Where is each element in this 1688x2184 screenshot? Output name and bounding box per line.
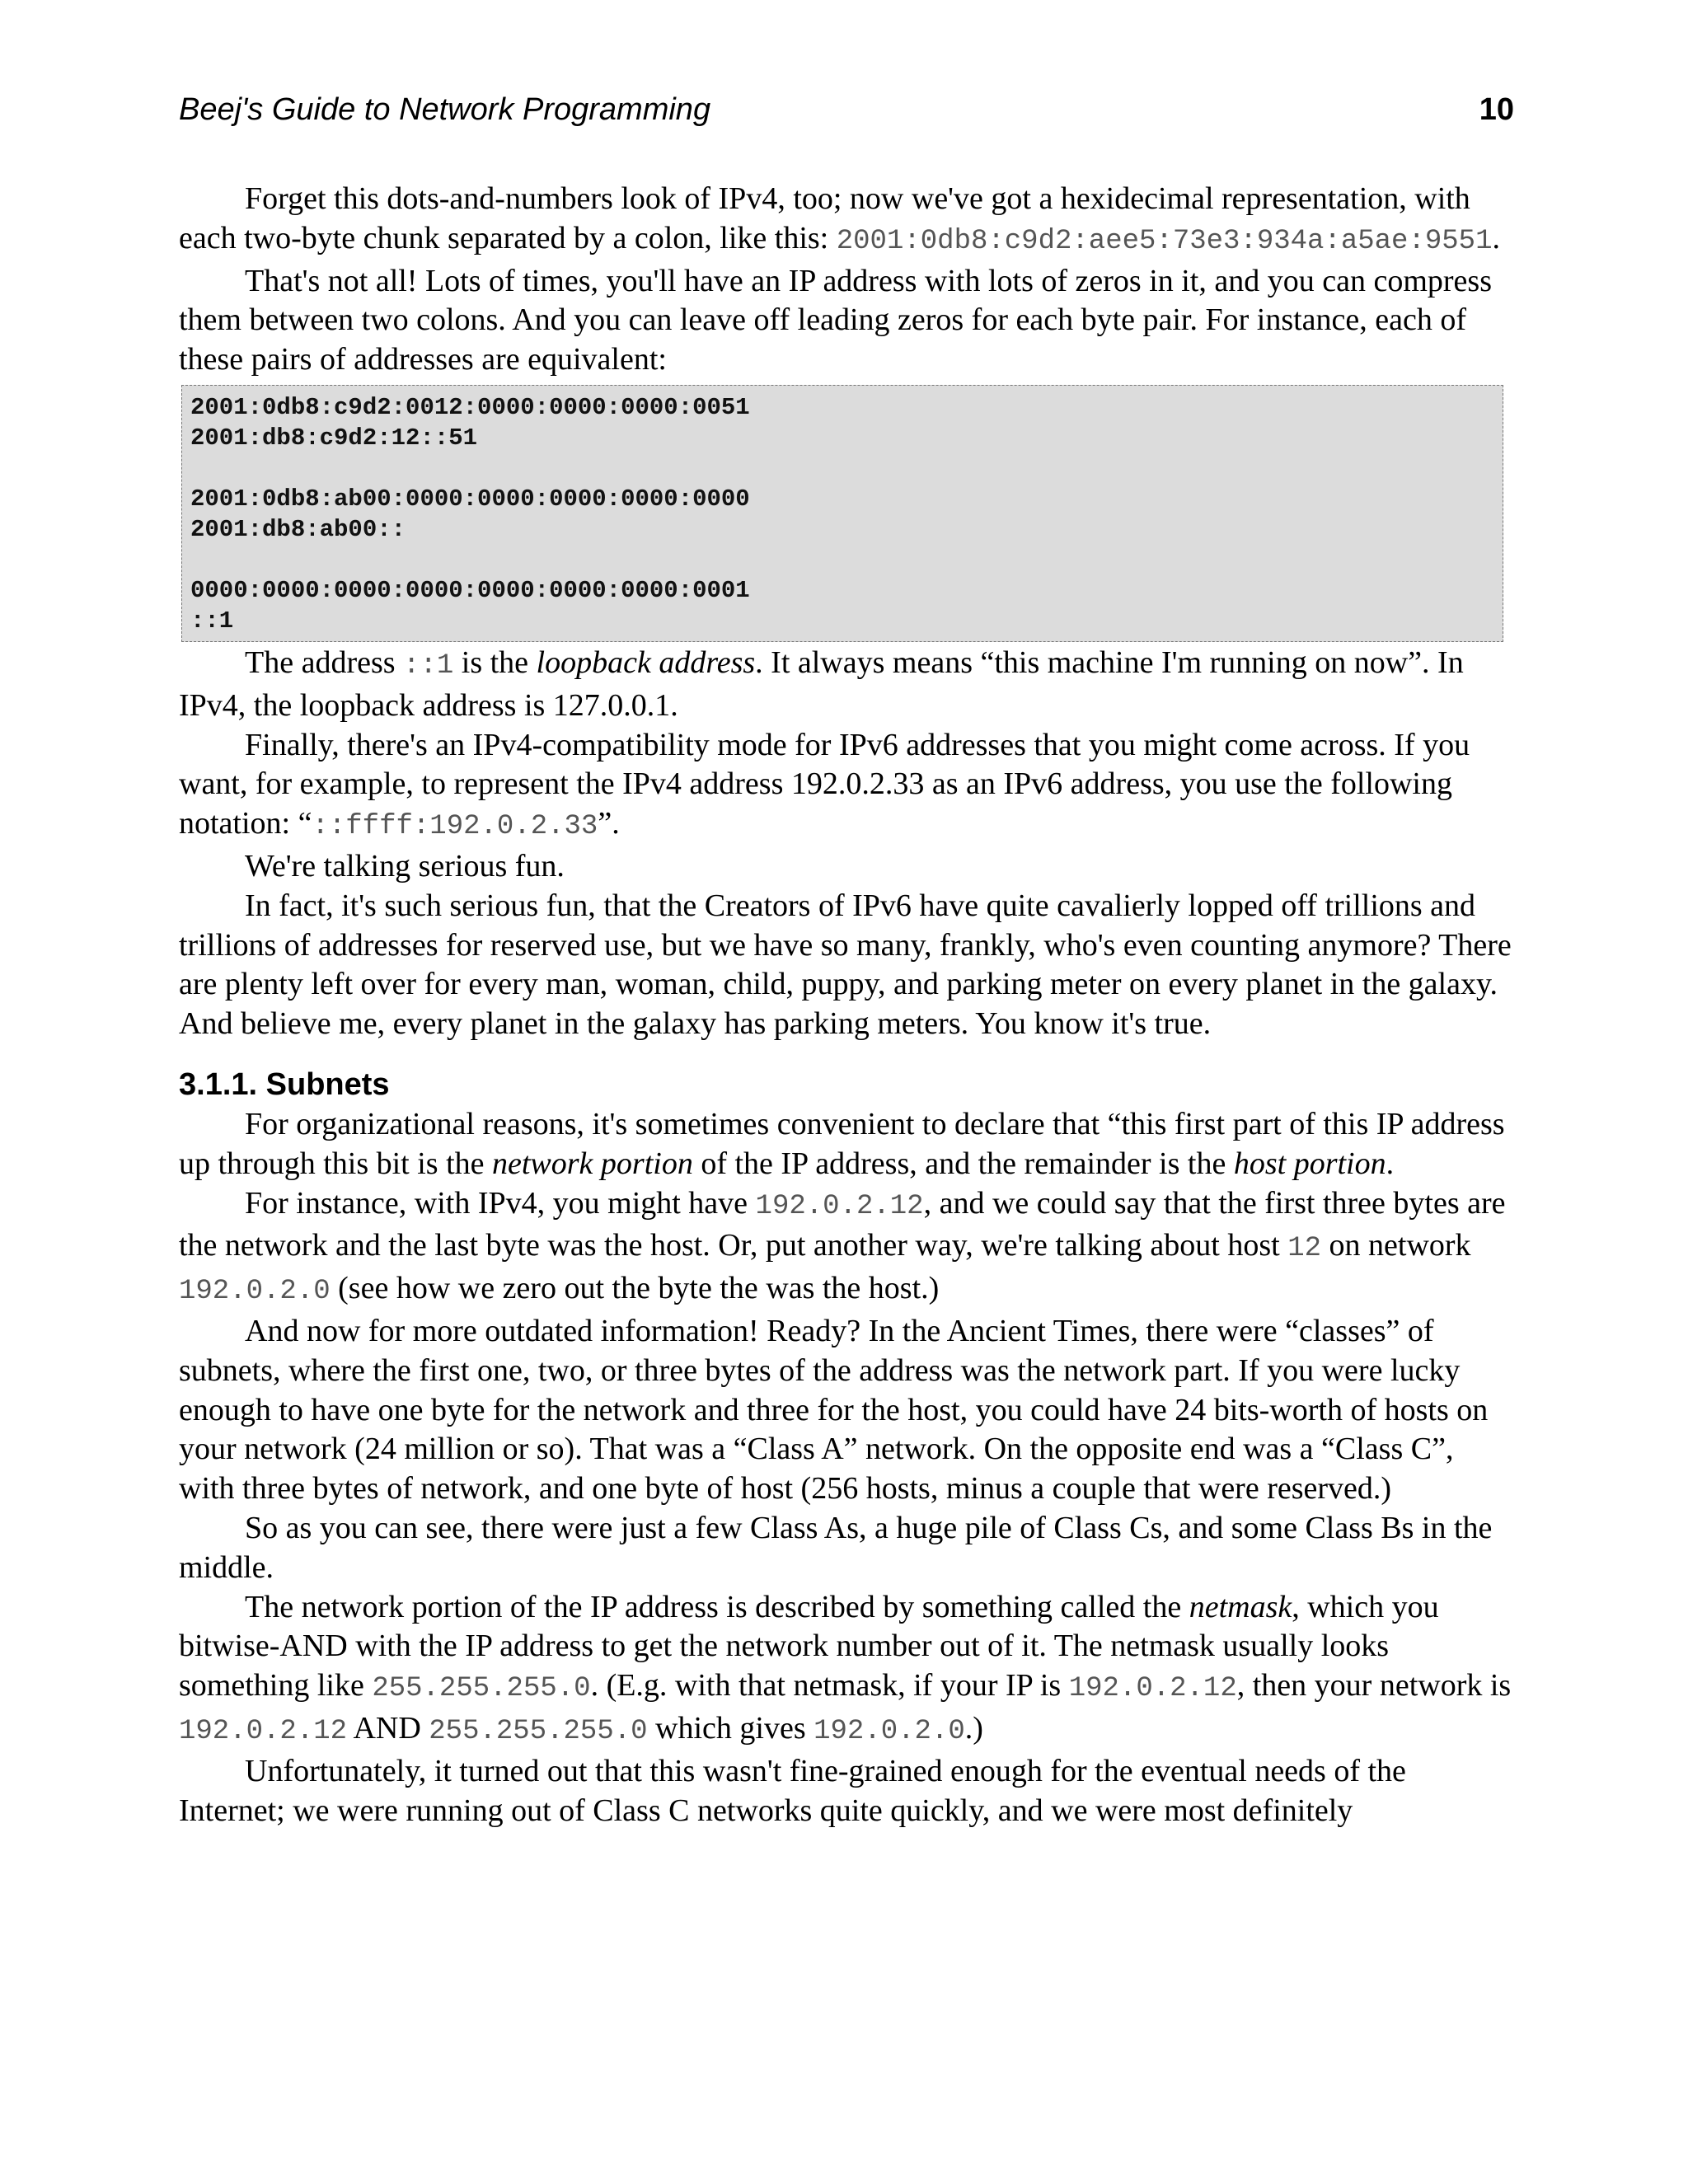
inline-code: ::1 [403,649,454,682]
emphasis: host portion [1233,1146,1386,1181]
paragraph-netmask [179,1588,1514,1752]
paragraph-classes: And now for more outdated information! Ready? In the Ancient Times, there were “classes” of subnets, where the first one, two, or three bytes of the address was the network part. If you were lucky enough to have one byte for the network and three for the host, you could have 24 bits-worth of hosts on your network (24 million or so). That was a “Class A” network. On the opposite end was a “Class C”, with three bytes of network, and one byte of host (256 hosts, minus a couple that were reserved.) [179,1313,1489,1507]
code-line [190,453,1494,484]
section-heading: 3.1.1. Subnets [179,1066,390,1102]
emphasis: loopback address [536,644,756,680]
text-run: , then your network is [1236,1668,1512,1704]
page-number: 10 [1479,92,1514,127]
text-run: Finally, there's an IPv4-compatibility mode for IPv6 addresses that you might come across. If you want, for example, to represent the IPv4 address 192.0.2.33 as an IPv6 address, you use the following notation: “ [179,727,1470,841]
text-run: . [1492,220,1500,255]
text-run: which gives [647,1710,814,1746]
code-block [181,385,1503,642]
inline-code: 255.255.255.0 [429,1715,648,1747]
code-line: ::1 [190,607,234,635]
text-run: is the [453,644,537,680]
paragraph-reserved: In fact, it's such serious fun, that the Creators of IPv6 have quite cavalierly lopped off trillions and trillions of addresses for reserved use, but we have so many, frankly, who's even counting anymore? There are plenty left over for every man, woman, child, puppy, and parking meter on every planet in the galaxy. And believe me, every planet in the galaxy has parking meters. You know it's true. [179,888,1512,1042]
inline-code: 192.0.2.0 [814,1715,965,1747]
text-run: of the IP address, and the remainder is the [692,1146,1234,1181]
document-page [179,92,1514,1830]
code-line: 2001:db8:ab00:: [190,515,406,543]
inline-code: 192.0.2.12 [1068,1673,1237,1705]
text-run: For organizational reasons, it's sometimes convenient to declare that “this first part of this IP address up through this bit is the [179,1106,1505,1181]
text-run: (see how we zero out the byte the was the host.) [330,1271,940,1306]
paragraph-network-portion [179,1105,1514,1184]
page-body [179,180,1514,1830]
paragraph-ipv6-hex [179,180,1514,262]
paragraph-ipv4-example [179,1184,1514,1312]
text-run: The address [245,644,404,680]
paragraph-fine-grained: Unfortunately, it turned out that this wasn't fine-grained enough for the eventual needs of the Internet; we were running out of Class C networks quite quickly, and we were most definitely [179,1753,1406,1828]
code-line: 2001:db8:c9d2:12::51 [190,424,478,452]
code-line: 0000:0000:0000:0000:0000:0000:0000:0001 [190,576,750,604]
code-line: 2001:0db8:c9d2:0012:0000:0000:0000:0051 [190,393,750,421]
text-run: Forget this dots-and-numbers look of IPv4, too; now we've got a hexidecimal representation, with each two-byte chunk separated by a colon, like this: [179,181,1470,255]
inline-code: 12 [1287,1233,1322,1265]
running-title: Beej's Guide to Network Programming [179,92,711,127]
text-run: . It always means “this machine I'm running on now”. In IPv4, the loopback address is 127.0.0.1. [179,644,1464,723]
text-run: , which you bitwise-AND with the IP address to get the network number out of it. The netmask usually looks something like [179,1589,1439,1704]
text-run: For instance, with IPv4, you might have [245,1185,756,1221]
code-line [190,545,1494,575]
emphasis: netmask [1189,1589,1292,1624]
text-run: ”. [598,806,620,841]
text-run: . (E.g. with that netmask, if your IP is [590,1668,1069,1704]
text-run: The network portion of the IP address is described by something called the [245,1589,1189,1624]
inline-code: ::ffff:192.0.2.33 [312,811,598,843]
text-run: AND [347,1710,429,1746]
paragraph-compress-zeros: That's not all! Lots of times, you'll have an IP address with lots of zeros in it, and you can compress them between two colons. And you can leave off leading zeros for each byte pair. For instance, each of these pairs of addresses are equivalent: [179,263,1492,377]
text-run: , and we could say that the first three bytes are the network and the last byte was the host. Or, put another way, we're talking about host [179,1185,1506,1263]
paragraph-loopback [179,644,1514,726]
inline-code: 255.255.255.0 [372,1673,591,1705]
inline-code: 2001:0db8:c9d2:aee5:73e3:934a:a5ae:9551 [836,225,1493,257]
emphasis: network portion [492,1146,693,1181]
paragraph-serious-fun: We're talking serious fun. [245,848,565,883]
text-run: on network [1321,1228,1471,1263]
inline-code: 192.0.2.12 [755,1190,924,1222]
text-run: . [1386,1146,1395,1181]
paragraph-ipv4-compat [179,726,1514,847]
page-header [179,92,1514,142]
inline-code: 192.0.2.12 [179,1715,348,1747]
paragraph-class-summary: So as you can see, there were just a few Class As, a huge pile of Class Cs, and some Class Bs in the middle. [179,1510,1493,1585]
text-run: .) [964,1710,983,1746]
code-line: 2001:0db8:ab00:0000:0000:0000:0000:0000 [190,485,750,513]
inline-code: 192.0.2.0 [179,1276,331,1308]
